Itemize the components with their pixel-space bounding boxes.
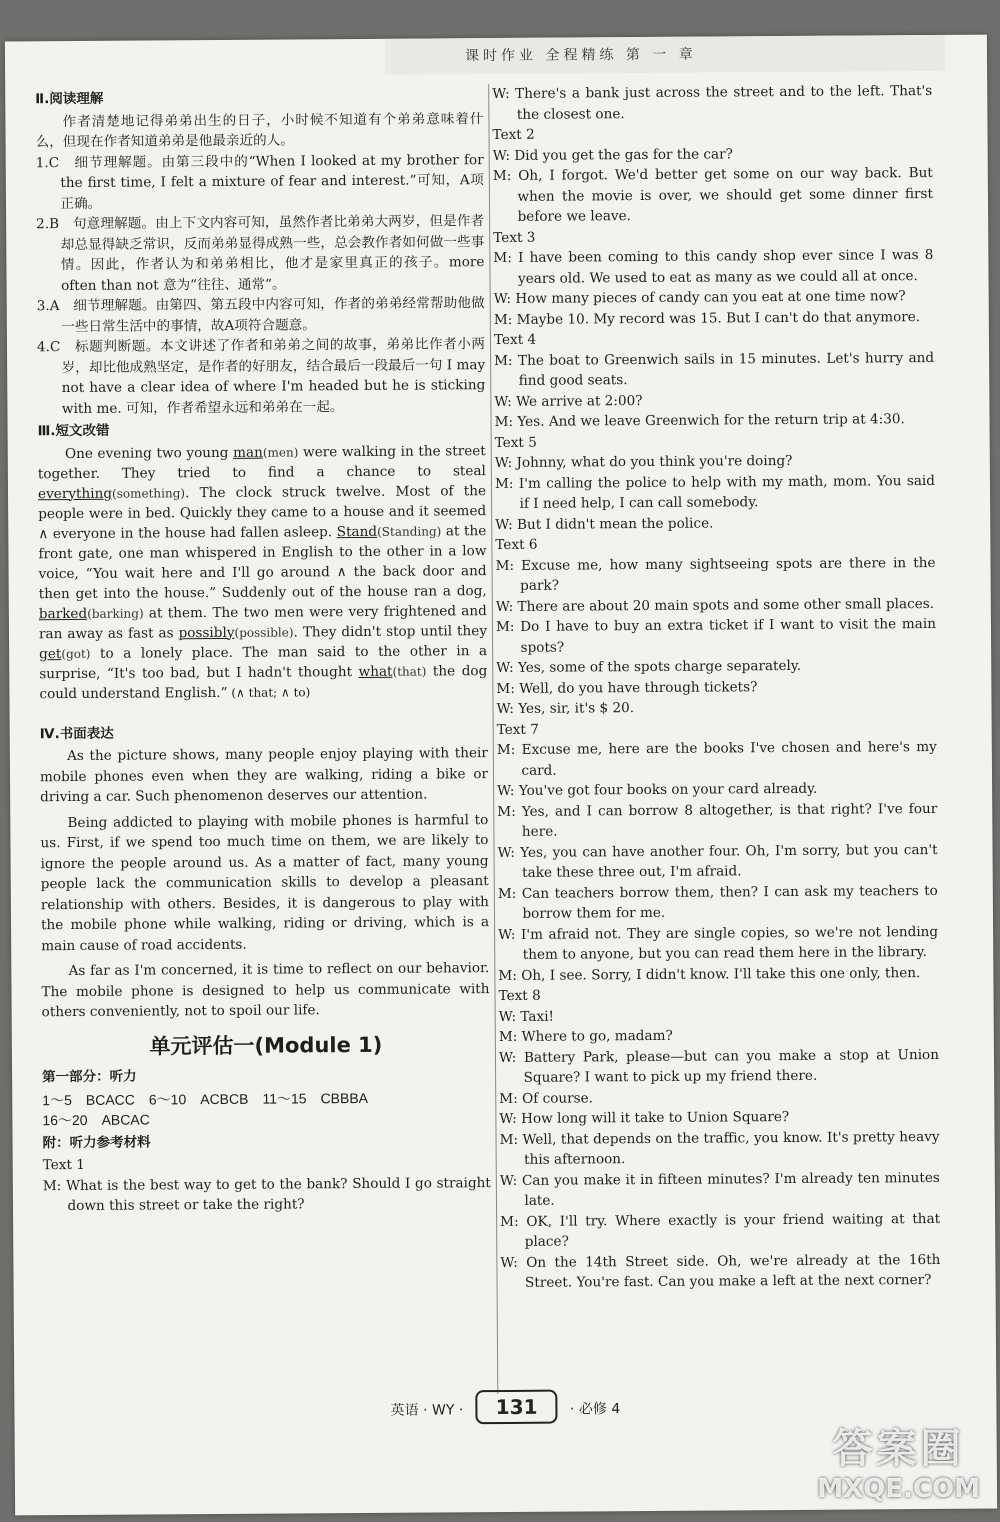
correction-text: at them. The two men were very frightened and ran away as fast as — [38, 602, 487, 642]
transcript-line: W: We arrive at 2:00? — [494, 392, 643, 410]
transcript-text-label: Text 2 — [492, 126, 535, 144]
section-correction-title: Ⅲ.短文改错 — [37, 422, 110, 440]
correction-text: the dog could understand English.” — [39, 662, 488, 702]
essay-paragraph: As far as I'm concerned, it is time to reflect on our behavior. The mobile phone is designed to help us communicate with others conveniently, not to spoil our life. — [41, 960, 490, 1021]
correction-wrong-word: what — [358, 663, 393, 680]
page-number: 131 — [476, 1390, 558, 1425]
transcript-line: M: Excuse me, here are the books I've chosen and here's my card. — [496, 738, 937, 779]
transcript-line: W: Yes, sir, it's $ 20. — [496, 700, 635, 718]
transcript-text-label: Text 4 — [493, 331, 537, 349]
reading-intro: 作者清楚地记得弟弟出生的日子，小时候不知道有个弟弟意味着什么，但现在作者知道弟弟是他最亲近的人。 — [35, 110, 484, 151]
footer-subject: 英语 · WY · — [390, 1402, 464, 1419]
correction-wrong-word: man — [233, 444, 263, 461]
transcript-line: W: But I didn't mean the police. — [495, 515, 714, 533]
transcript-line: W: There's a bank just across the street and to the left. That's the closest one. — [492, 82, 933, 123]
transcript-line: M: Yes. And we leave Greenwich for the return trip at 4:30. — [494, 411, 905, 431]
transcript-text-label: Text 7 — [496, 721, 539, 738]
correction-text: were walking in the street together. They tried to find a chance to steal — [37, 442, 486, 482]
correction-wrong-word: get — [39, 645, 62, 662]
transcript-line: M: Well, that depends on the traffic, you know. It's pretty heavy this afternoon. — [499, 1128, 940, 1168]
transcript-line: M: Of course. — [499, 1089, 594, 1107]
transcript-line: W: I'm afraid not. They are single copies, so we're not lending them to anyone, but you can read them here in the library. — [498, 923, 939, 963]
essay-paragraph: As the picture shows, many people enjoy playing with their mobile phones even when they are walking, riding a bike or driving a car. Such phenomenon deserves our attention. — [39, 745, 489, 806]
correction-wrong-word: barked — [38, 605, 88, 622]
transcript-line: M: The boat to Greenwich sails in 15 minutes. Let's hurry and find good seats. — [494, 349, 935, 389]
unit-title: 单元评估一(Module 1) — [149, 1032, 383, 1058]
transcript-line: M: Well, do you have through tickets? — [496, 678, 758, 697]
page-top-header: 课时作业 全程精练 第 一 章 — [385, 35, 945, 75]
transcript-line: W: Yes, some of the spots charge separately. — [496, 657, 802, 677]
correction-fix-word: (got) — [61, 646, 91, 661]
transcript-text-label: Text 6 — [495, 536, 538, 554]
transcript-line: M: Excuse me, how many sightseeing spots are there in the park? — [495, 554, 936, 594]
textbook-page — [5, 35, 997, 1516]
text-1-label: Text 1 — [42, 1156, 85, 1174]
transcript-line: W: Battery Park, please—but can you make a stop at Union Square? I want to pick up my friend there. — [498, 1046, 940, 1086]
transcript-line: M: Oh, I see. Sorry, I didn't know. I'll take this one only, then. — [498, 964, 921, 984]
writing-essay — [40, 743, 490, 1023]
transcript-line: W: Yes, you can have another four. Oh, I'm sorry, but you can't take these three out, I'm afraid. — [497, 841, 938, 881]
transcript-line: M: I'm calling the police to help with my math, mom. You said if I need help, I can call somebody. — [494, 472, 936, 512]
transcript-line: W: How many pieces of candy can you eat at one time now? — [493, 288, 906, 308]
watermark-line-1: 答案圈 — [832, 1426, 965, 1472]
transcript-line: W: You've got four books on your card already. — [497, 780, 818, 800]
transcript-line: M: Yes, and I can borrow 8 altogether, is that right? I've four here. — [497, 800, 938, 840]
transcript-line: M: Do I have to buy an extra ticket if I want to visit the main spots? — [495, 615, 937, 656]
reading-answer-item: 4.C 标题判断题。本文讲述了作者和弟弟之间的故事，弟弟比作者小两岁，却比他成熟坚定，是作者的好朋友，结合最后一段最后一句 I may not have a clear idea of where I'm headed but he is sticking with me. 可知，作者希望永远和弟弟在一起。 — [36, 336, 486, 417]
reading-answer-item: 2.B 句意理解题。由上下文内容可知，虽然作者比弟弟大两岁，但是作者却总显得缺乏常识，反而弟弟显得成熟一些，总会教作者如何做一些事情。因此，作者认为和弟弟相比，他才是家里真正的孩子。more often than not 意为“往往、通常”。 — [36, 213, 485, 294]
transcript-line: W: How long will it take to Union Square? — [499, 1108, 790, 1128]
correction-text: to a lonely place. The man said to the other in a surprise, “It's too bad, but I hadn't thought — [39, 642, 488, 682]
transcript-text-label: Text 8 — [498, 987, 541, 1005]
correction-wrong-word: possibly — [178, 624, 235, 641]
correction-fix-word: (barking) — [87, 605, 144, 621]
transcript-line: W: Johnny, what do you think you're doing? — [494, 452, 793, 472]
transcript-line: M: Maybe 10. My record was 15. But I can't do that anymore. — [493, 308, 921, 328]
answer-key-line-2: 16～20 ABCAC — [42, 1111, 150, 1129]
transcript-line: W: There are about 20 main spots and some other small places. — [495, 595, 935, 615]
section-reading-title: Ⅱ.阅读理解 — [35, 90, 104, 108]
correction-fix-word: (men) — [262, 444, 299, 460]
answer-key-line-1: 1～5 BCACC 6～10 ACBCB 11～15 CBBBA — [42, 1089, 369, 1108]
correction-text: . They didn't stop until they — [293, 622, 488, 640]
footer-book: · 必修 4 — [569, 1401, 621, 1418]
transcript-line: W: Can you make it in fifteen minutes? I'm already ten minutes late. — [499, 1169, 940, 1209]
listening-part-title: 第一部分：听力 — [42, 1068, 137, 1086]
section-writing-title: Ⅳ.书面表达 — [39, 725, 114, 742]
transcript-line: M: Where to go, madam? — [498, 1027, 673, 1046]
correction-text: at the front gate, one man whispered in English to the other in a low voice, “You wait here and I'll go around ∧ the back door and then get into the house.” Suddenly out of the house ran a dog, — [38, 522, 487, 602]
left-column — [35, 84, 491, 1217]
reading-answer-item: 3.A 细节理解题。由第四、第五段中内容可知，作者的弟弟经常帮助他做一些日常生活中的事情，故A项符合题意。 — [36, 295, 485, 335]
reading-answers — [36, 150, 486, 420]
transcript-line: M: OK, I'll try. Where exactly is your friend waiting at that place? — [500, 1210, 941, 1250]
correction-fix-word: (Standing) — [377, 523, 442, 539]
correction-wrong-word: Stand — [336, 523, 378, 540]
transcript-line: W: Taxi! — [498, 1008, 555, 1025]
watermark-logo — [817, 1417, 980, 1504]
correction-text: One evening two young — [64, 444, 234, 462]
reading-answer-item: 1.C 细节理解题。由第三段中的“When I looked at my brother for the first time, I felt a mixture of fear and interest.”可知，A项正确。 — [35, 151, 484, 212]
text-1-line: M: What is the best way to get to the bank? Should I go straight down this street or take the right? — [42, 1174, 491, 1215]
transcript-line: M: Can teachers borrow them, then? I can ask my teachers to borrow them for me. — [497, 882, 938, 922]
correction-passage — [38, 441, 488, 704]
correction-fix-word: (that) — [392, 664, 427, 679]
essay-paragraph: Being addicted to playing with mobile phones is harmful to us. First, if we spend too much time on them, we are likely to ignore the people around us. As a matter of fact, many young people lack the communication skills to develop a pleasant relationship with others. Besides, it is dangerous to play with the mobile phone while walking, riding or driving, which is a main cause of road accidents. — [40, 811, 490, 954]
transcript-line: W: On the 14th Street side. Oh, we're already at the 16th Street. You're fast. Can you make a left at the next corner? — [500, 1251, 941, 1291]
transcript-line: M: Oh, I forgot. We'd better get some on our way back. But when the movie is over, we should get some dinner first before we leave. — [492, 164, 934, 225]
correction-wrong-word: everything — [37, 485, 113, 502]
watermark-line-2: MXQE.COM — [817, 1474, 980, 1504]
correction-fix-word: (possible) — [234, 624, 294, 640]
correction-insert-notes: (∧ that; ∧ to) — [227, 684, 311, 700]
correction-fix-word: (something) — [111, 485, 186, 501]
transcript-text-label: Text 3 — [493, 229, 536, 246]
correction-text: . The clock struck twelve. Most of the people were in bed. Quickly they came to a house and it seemed ∧ everyone in the house had fallen asleep. — [38, 482, 487, 542]
transcript-line: M: I have been coming to this candy shop ever since I was 8 years old. We used to eat as many as we could all at once. — [493, 246, 934, 287]
appendix-title: 附：听力参考材料 — [42, 1133, 151, 1151]
right-column — [492, 81, 940, 1294]
transcript-text-label: Text 5 — [494, 434, 537, 451]
transcript-line: W: Did you get the gas for the car? — [492, 145, 733, 164]
